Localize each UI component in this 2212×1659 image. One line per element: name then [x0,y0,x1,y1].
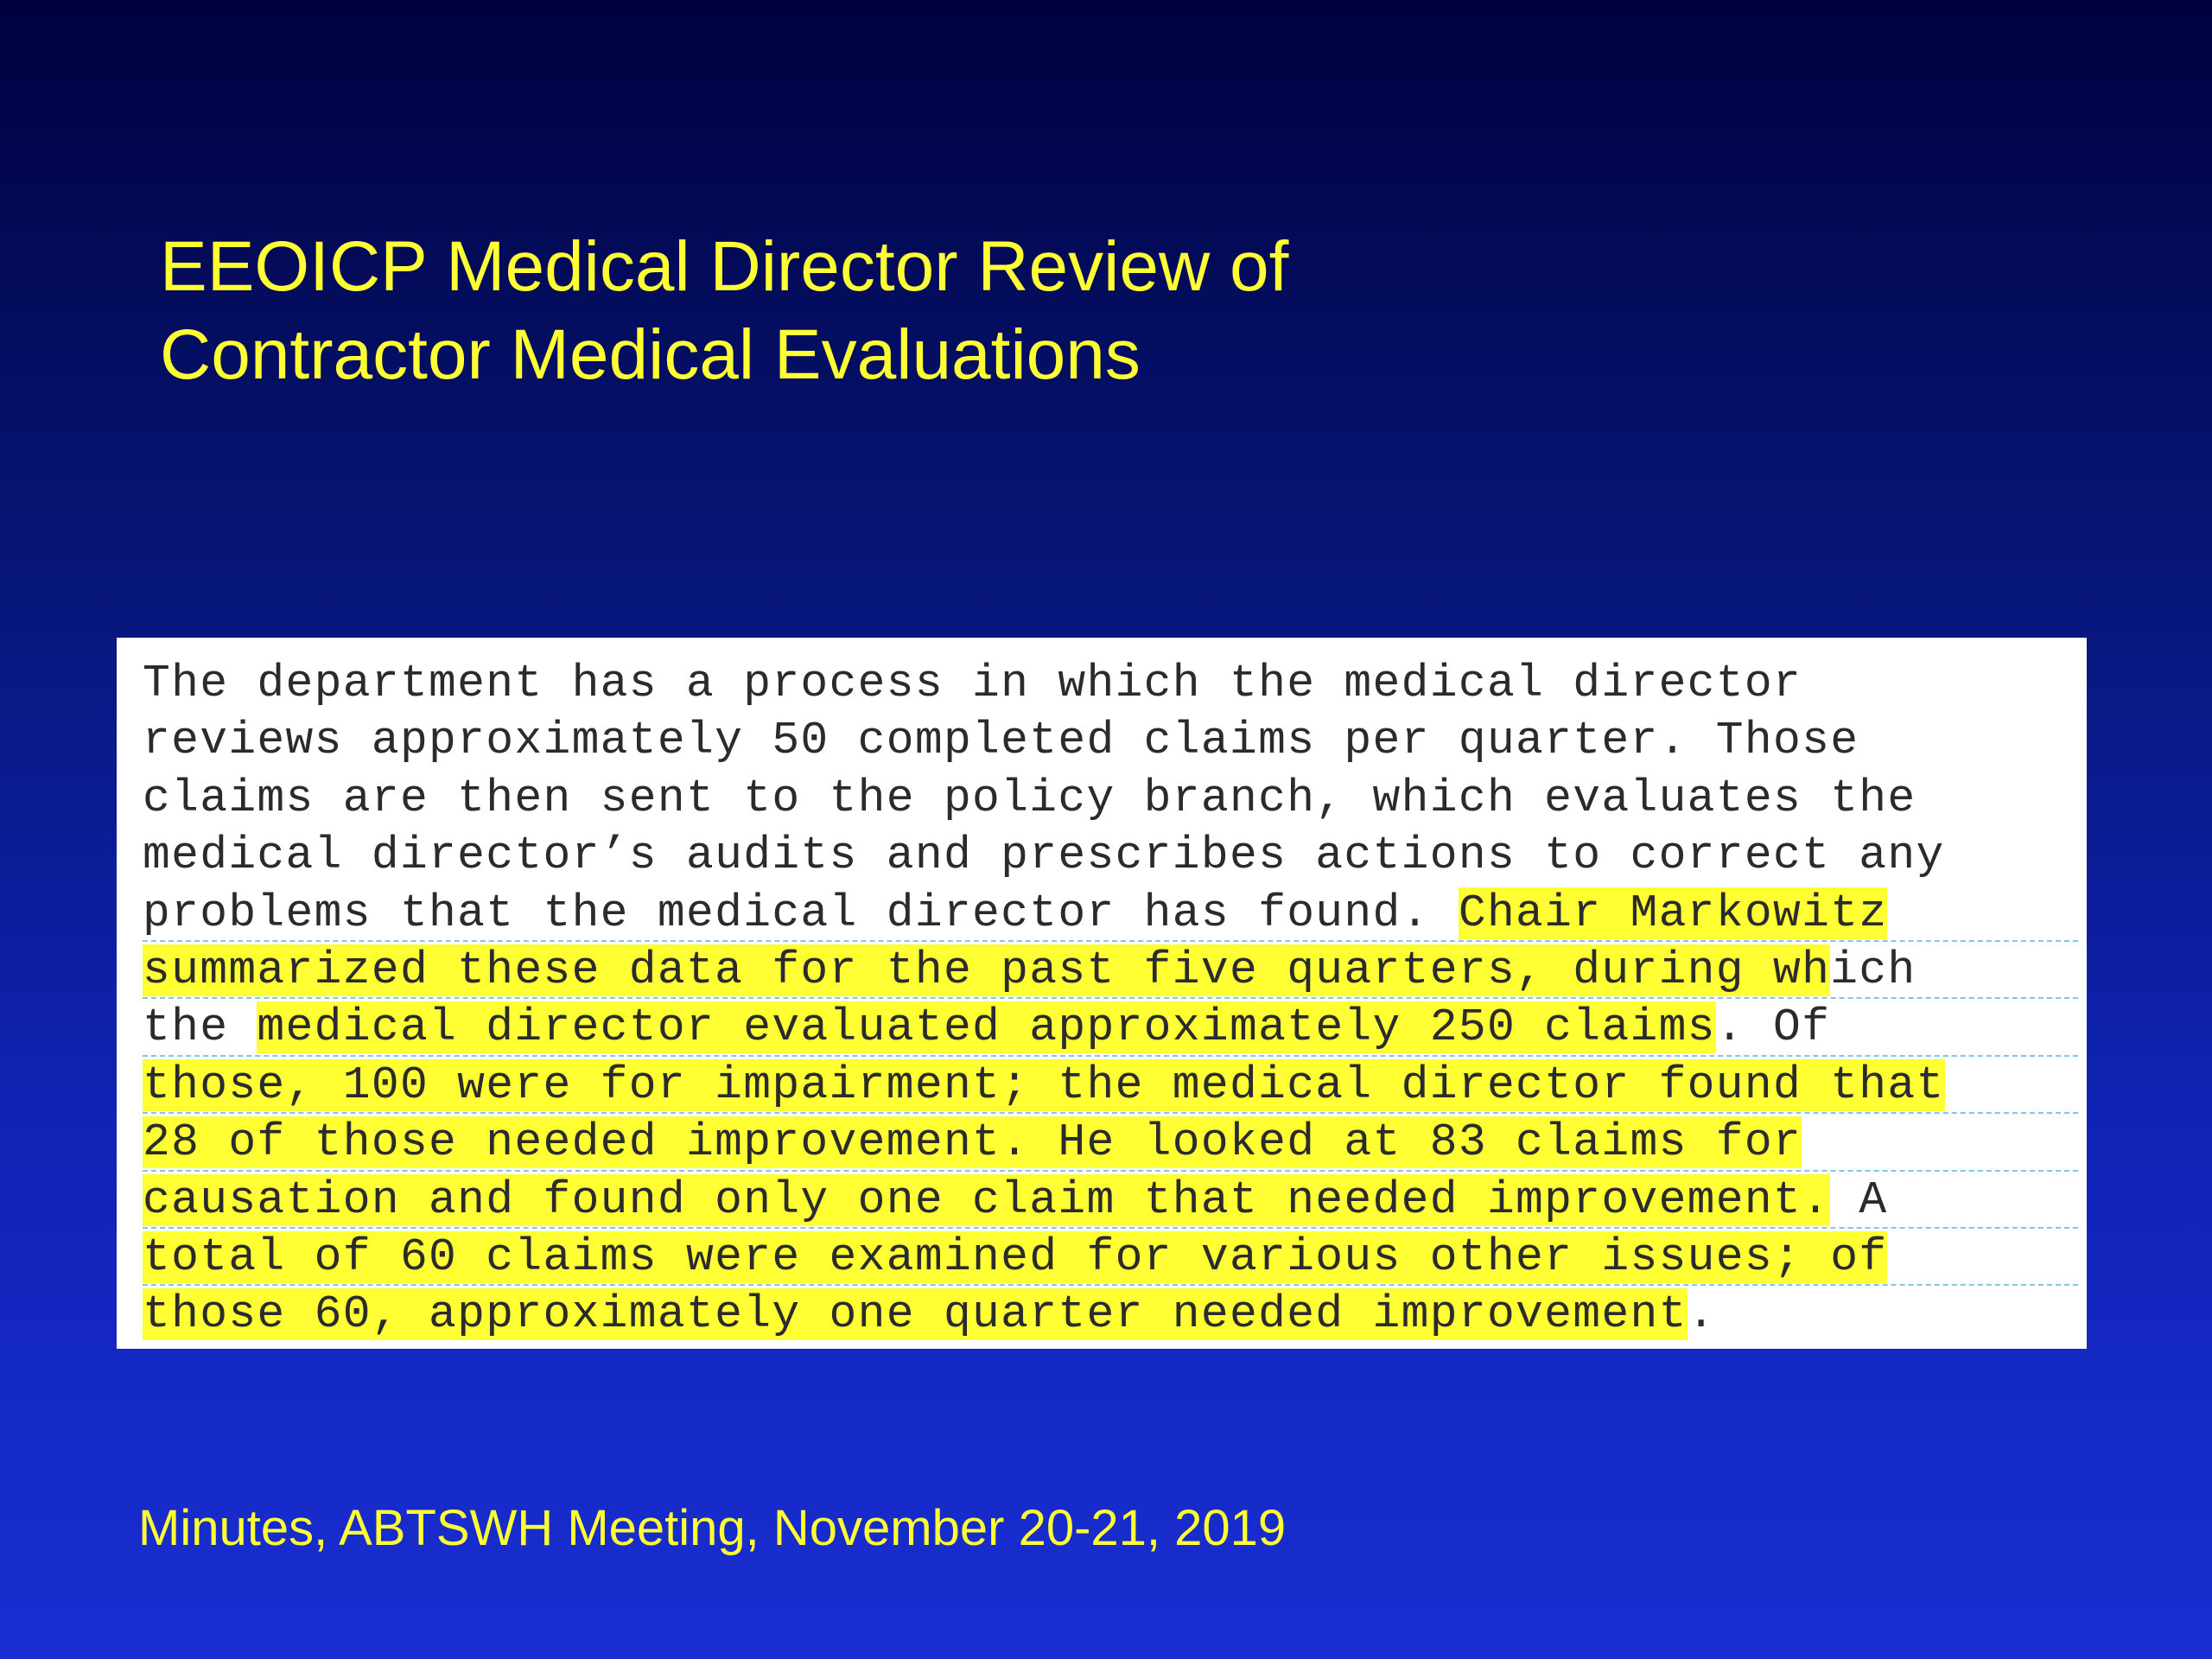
excerpt-line [143,942,2078,999]
highlighted-text: total of 60 claims were examined for various other issues; of [143,1230,1888,1283]
highlighted-text: those 60, approximately one quarter needed improvement [143,1288,1688,1341]
highlighted-text: medical director evaluated approximately 250 claims [257,1001,1716,1054]
excerpt-text-segment: The department has a process in which the medical director [143,658,1802,709]
excerpt-line [143,1172,2078,1229]
excerpt-line [143,1114,2078,1171]
excerpt-line [143,1286,2078,1343]
highlighted-text: those, 100 were for impairment; the medical director found that [143,1058,1945,1111]
excerpt-line [143,655,2078,712]
excerpt-line [143,999,2078,1056]
excerpt-line [143,1057,2078,1114]
highlighted-text: summarized these data for the past five quarters, during wh [143,944,1831,996]
excerpt-line [143,827,2078,884]
highlighted-text: causation and found only one claim that needed improvement. [143,1173,1831,1226]
excerpt-text-segment: problems that the medical director has found. [143,887,1459,939]
excerpt-text-segment: the [143,1001,257,1054]
highlighted-text: Chair Markowitz [1458,887,1888,939]
excerpt-line [143,885,2078,942]
source-citation: Minutes, ABTSWH Meeting, November 20-21, 2019 [138,1500,1287,1556]
excerpt-text-segment: . Of [1715,1001,1831,1054]
slide-title-line-1: EEOICP Medical Director Review of [160,227,1289,306]
excerpt-text-segment: reviews approximately 50 completed claims per quarter. Those [143,715,1859,767]
excerpt-text-segment: claims are then sent to the policy branch, which evaluates the [143,772,1916,824]
excerpt-text-segment: ich [1830,944,1916,996]
excerpt-line [143,770,2078,827]
slide-title-line-2: Contractor Medical Evaluations [160,315,1141,394]
minutes-excerpt-image [117,638,2087,1349]
excerpt-text-segment: A [1830,1173,1888,1226]
excerpt-text-segment: . [1687,1288,1716,1341]
excerpt-text [143,655,2078,1344]
excerpt-line [143,1229,2078,1286]
highlighted-text: 28 of those needed improvement. He looked at 83 claims for [143,1116,1802,1169]
excerpt-text-segment: medical director’s audits and prescribes actions to correct any [143,830,1945,882]
excerpt-line [143,712,2078,769]
slide-title [160,223,1802,399]
